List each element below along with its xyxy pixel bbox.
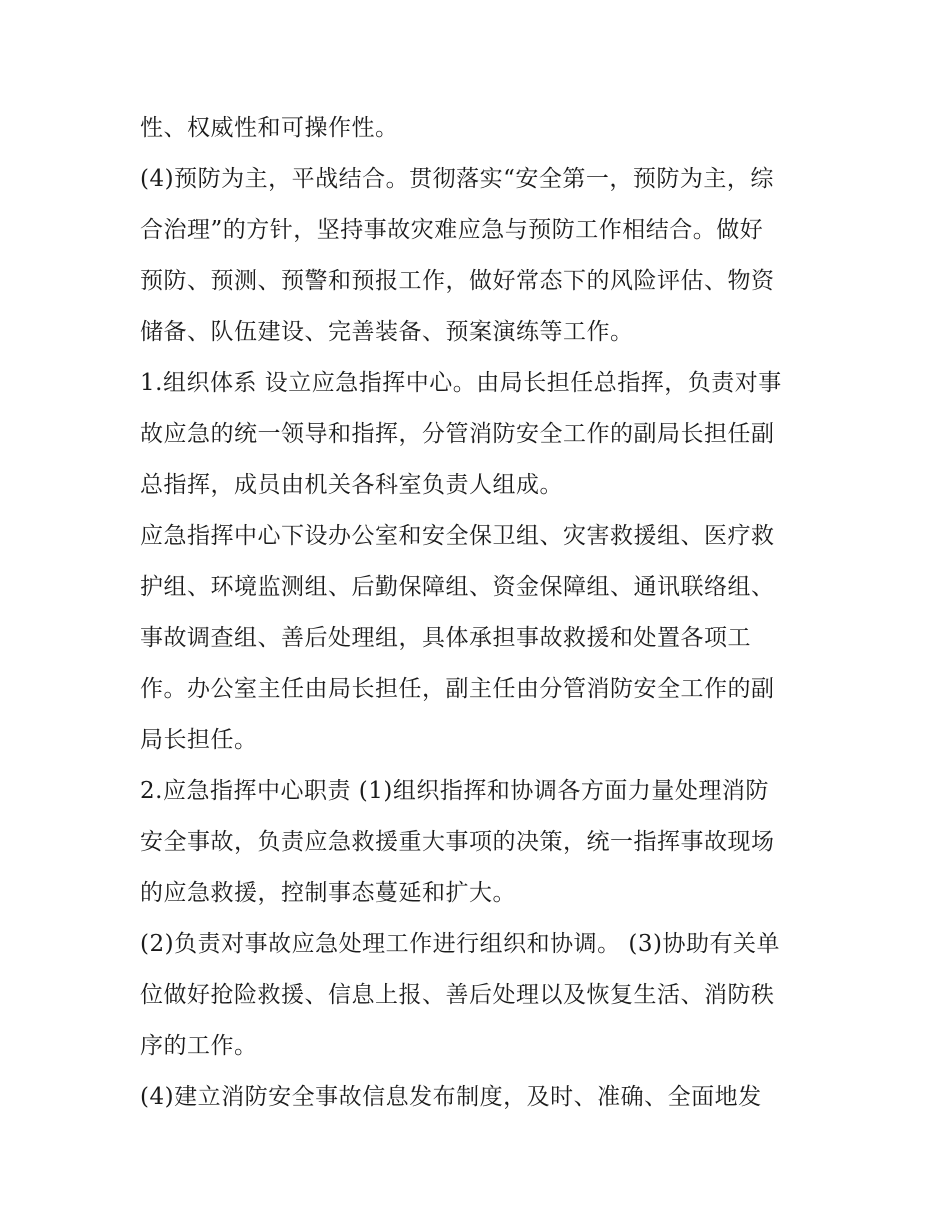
document-body bbox=[140, 103, 812, 1123]
text-line: 安全事故，负责应急救援重大事项的决策，统一指挥事故现场 bbox=[140, 829, 775, 855]
text-line: 作。办公室主任由局长担任，副主任由分管消防安全工作的副 bbox=[140, 676, 775, 702]
text-line: 位做好抢险救援、信息上报、善后处理以及恢复生活、消防秩 bbox=[140, 982, 775, 1008]
text-line: (4)建立消防安全事故信息发布制度，及时、准确、全面地发 bbox=[140, 1084, 762, 1110]
text-line: 1.组织体系 设立应急指挥中心。由局长担任总指挥，负责对事 bbox=[140, 370, 782, 396]
text-line: 储备、队伍建设、完善装备、预案演练等工作。 bbox=[140, 319, 634, 345]
text-line: 序的工作。 bbox=[140, 1033, 258, 1059]
text-line: 护组、环境监测组、后勤保障组、资金保障组、通讯联络组、 bbox=[140, 574, 775, 600]
text-line: 事故调查组、善后处理组，具体承担事故救援和处置各项工 bbox=[140, 625, 751, 651]
text-line: 性、权威性和可操作性。 bbox=[140, 115, 399, 141]
text-line: 应急指挥中心下设办公室和安全保卫组、灾害救援组、医疗救 bbox=[140, 523, 775, 549]
text-line: (2)负责对事故应急处理工作进行组织和协调。 (3)协助有关单 bbox=[140, 931, 780, 957]
text-line: 的应急救援，控制事态蔓延和扩大。 bbox=[140, 880, 516, 906]
text-line: 2.应急指挥中心职责 (1)组织指挥和协调各方面力量处理消防 bbox=[140, 778, 769, 804]
text-line: 合治理”的方针，坚持事故灾难应急与预防工作相结合。做好 bbox=[140, 217, 764, 243]
text-line: 故应急的统一领导和指挥，分管消防安全工作的副局长担任副 bbox=[140, 421, 775, 447]
text-line: 局长担任。 bbox=[140, 727, 258, 753]
text-line: (4)预防为主，平战结合。贯彻落实“安全第一，预防为主，综 bbox=[140, 166, 774, 192]
text-line: 总指挥，成员由机关各科室负责人组成。 bbox=[140, 472, 563, 498]
text-line: 预防、预测、预警和预报工作，做好常态下的风险评估、物资 bbox=[140, 268, 775, 294]
